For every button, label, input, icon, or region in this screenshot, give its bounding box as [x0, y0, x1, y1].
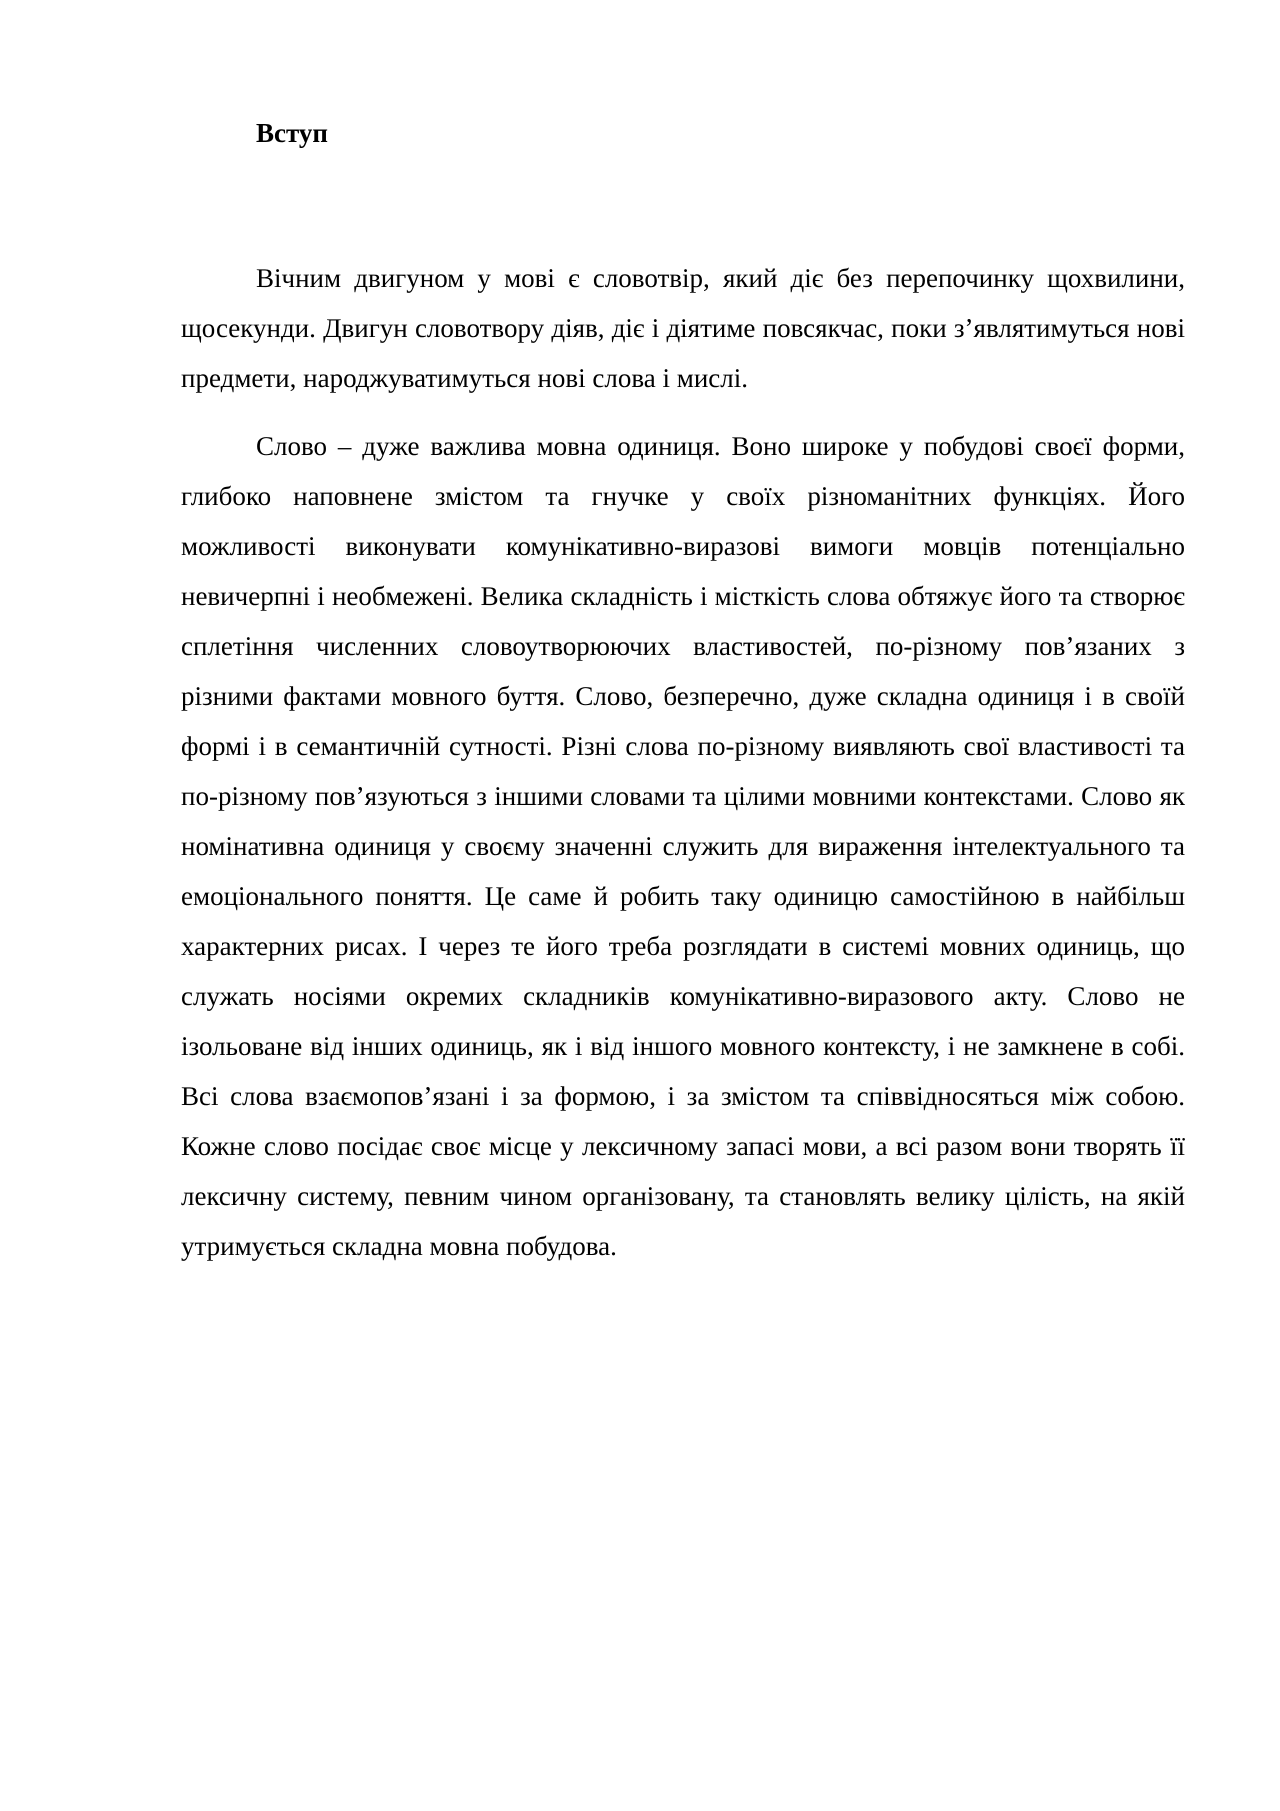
page-heading: Вступ: [256, 118, 328, 148]
paragraph-1: Вічним двигуном у мові є словотвір, який діє без перепочинку щохвилини, щосекунди. Двигун словотвору діяв, діє і діятиме повсякчас, поки з’являтимуться нові предмети, народжуватимуться нові слова і мислі.: [181, 263, 1185, 393]
paragraph-2: Слово – дуже важлива мовна одиниця. Воно широке у побудові своєї форми, глибоко наповнене змістом та гнучке у своїх різноманітних функціях. Його можливості виконувати комунікативно-виразові вимоги мовців потенціально невичерпні і необмежені. Велика складність і місткість слова обтяжує його та створює сплетіння численних словоутворюючих властивостей, по-різному пов’язаних з різними фактами мовного буття. Слово, безперечно, дуже складна одиниця і в своїй формі і в семантичній сутності. Різні слова по-різному виявляють свої властивості та по-різному пов’язуються з іншими словами та цілими мовними контекстами. Слово як номінативна одиниця у своєму значенні служить для вираження інтелектуального та емоціонального поняття. Це саме й робить таку одиницю самостійною в найбільш характерних рисах. І через те його треба розглядати в системі мовних одиниць, що служать носіями окремих складників комунікативно-виразового акту. Слово не ізольоване від інших одиниць, як і від іншого мовного контексту, і не замкнене в собі. Всі слова взаємопов’язані і за формою, і за змістом та співвідносяться між собою. Кожне слово посідає своє місце у лексичному запасі мови, а всі разом вони творять її лексичну систему, певним чином організовану, та становлять велику цілість, на якій утримується складна мовна побудова.: [181, 431, 1185, 1261]
body-text: [181, 253, 1185, 1271]
